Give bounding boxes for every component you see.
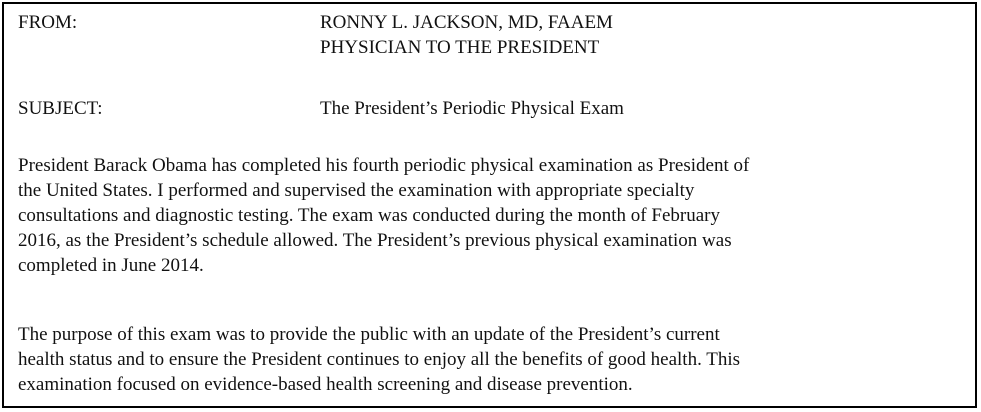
subject-row [18, 96, 965, 121]
paragraph-line: health status and to ensure the President continues to enjoy all the benefits of good health. This [18, 349, 741, 370]
from-label: FROM: [18, 12, 78, 33]
body-paragraph-2 [18, 322, 958, 397]
paragraph-line: examination focused on evidence-based health screening and disease prevention. [18, 374, 633, 395]
subject-label: SUBJECT: [18, 98, 103, 119]
subject-value: The President’s Periodic Physical Exam [320, 98, 624, 119]
paragraph-line: the United States. I performed and supervised the examination with appropriate specialty [18, 180, 695, 201]
paragraph-line: 2016, as the President’s schedule allowed. The President’s previous physical examination was [18, 230, 732, 251]
from-name-line: RONNY L. JACKSON, MD, FAAEM [320, 12, 613, 33]
body-paragraph-1 [18, 153, 958, 278]
from-title-line: PHYSICIAN TO THE PRESIDENT [320, 37, 600, 58]
paragraph-line: The purpose of this exam was to provide the public with an update of the President’s current [18, 324, 720, 345]
from-value [320, 10, 613, 60]
memo-document [2, 2, 977, 408]
from-row [18, 10, 965, 60]
paragraph-line: completed in June 2014. [18, 255, 204, 276]
paragraph-line: President Barack Obama has completed his fourth periodic physical examination as President of [18, 155, 750, 176]
paragraph-line: consultations and diagnostic testing. The exam was conducted during the month of February [18, 205, 720, 226]
